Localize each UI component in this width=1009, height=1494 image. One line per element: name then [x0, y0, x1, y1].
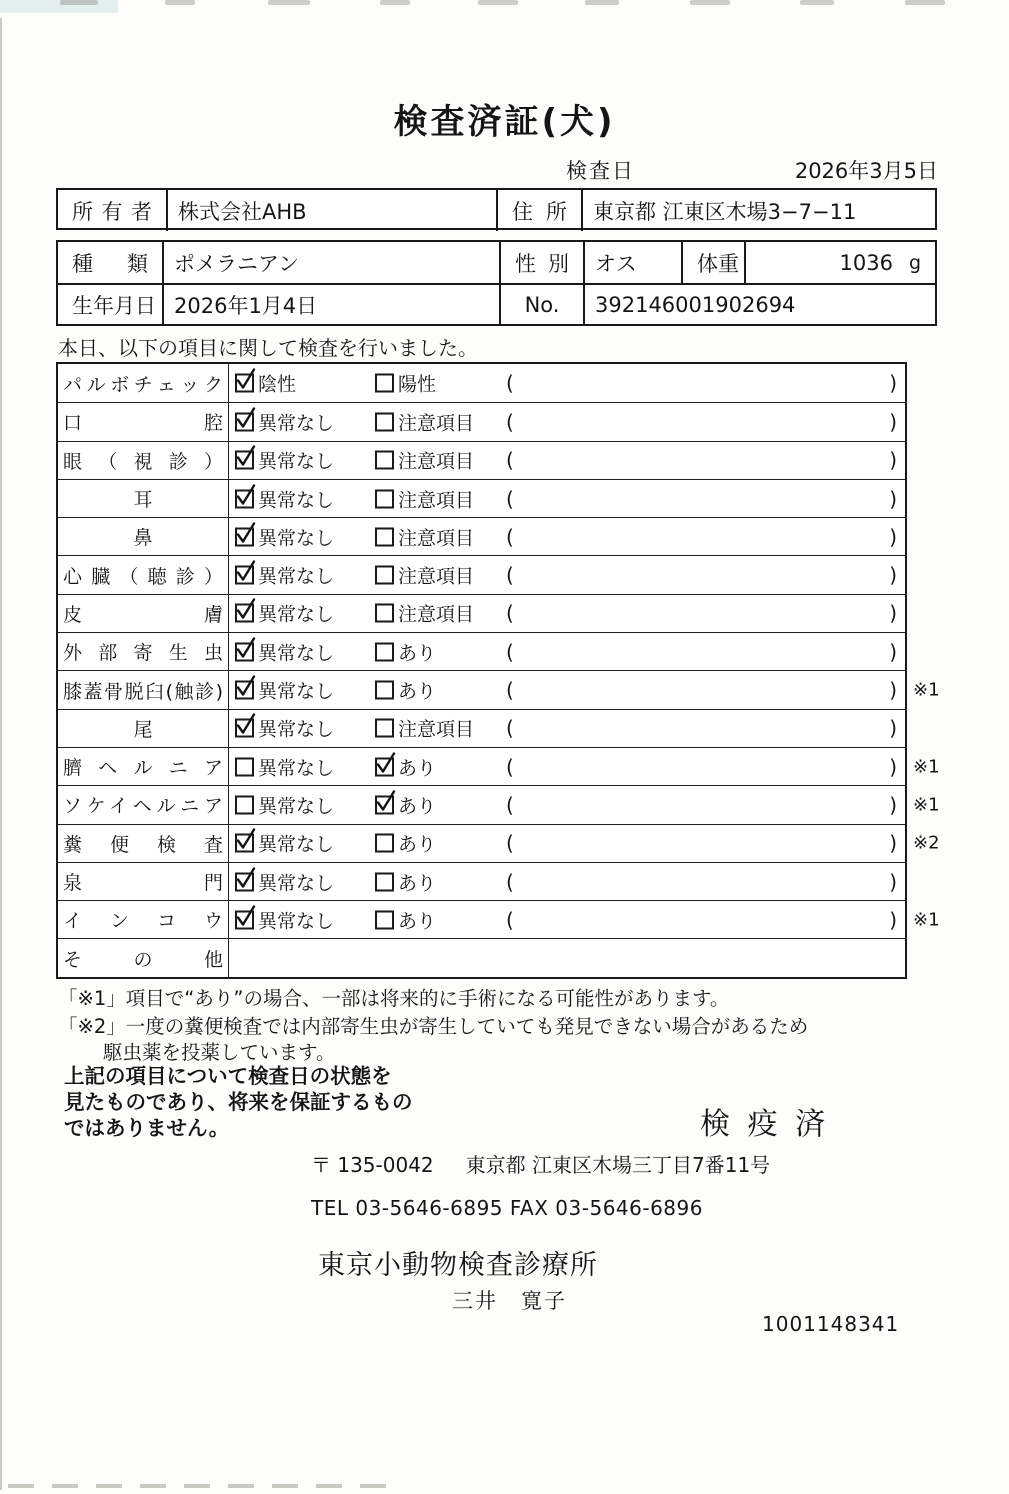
paren-open: ( [506, 524, 514, 549]
scan-artifact-top-dash [690, 0, 730, 5]
weight-value: 1036 [839, 250, 893, 275]
exam-item-label-cell [58, 633, 229, 670]
kind-label: 種類 [72, 251, 148, 276]
clinic-address: 東京都 江東区木場三丁目7番11号 [465, 1153, 771, 1177]
exam-item-label-cell [58, 442, 229, 479]
exam-option [235, 868, 334, 895]
no-value-cell [583, 285, 935, 324]
scan-artifact-corner [0, 0, 118, 13]
exam-row [58, 479, 905, 517]
checkbox-checked-icon [235, 834, 254, 853]
checkbox-unchecked-icon [375, 681, 394, 700]
exam-row-content [229, 633, 905, 670]
option-label: あり [398, 833, 437, 856]
paren-open: ( [506, 409, 514, 434]
checkbox-unchecked-icon [375, 719, 394, 738]
exam-option [375, 677, 436, 704]
option-label: 異常なし [258, 910, 335, 933]
exam-item-label-cell [58, 556, 229, 593]
checkbox-unchecked-icon [375, 910, 394, 929]
postal-code: 〒 135-0042 [311, 1153, 434, 1177]
option-label: 注意項目 [398, 718, 475, 741]
scan-artifact-top-dash [585, 0, 619, 5]
option-label: 注意項目 [398, 489, 475, 512]
option-label: 異常なし [258, 757, 335, 780]
option-label: 注意項目 [398, 412, 475, 435]
scan-artifact-top-dash [800, 0, 834, 5]
exam-row-content [229, 595, 905, 632]
scan-artifact-top-dash [380, 0, 410, 5]
option-label: 異常なし [258, 872, 335, 894]
exam-item-label: 口腔 [63, 412, 223, 435]
checkbox-checked-icon [235, 489, 254, 508]
exam-item-label-cell [58, 480, 229, 517]
tel-fax-line: TEL 03-5646-6895 FAX 03-5646-6896 [311, 1196, 703, 1220]
paren-close: ) [889, 754, 897, 779]
exam-option [235, 638, 334, 665]
exam-option [375, 523, 474, 550]
exam-item-label-cell [58, 748, 229, 785]
option-label: 異常なし [258, 833, 335, 856]
option-label: あり [398, 795, 437, 818]
paren-close: ) [889, 409, 897, 434]
checkbox-unchecked-icon [235, 795, 254, 814]
paren-open: ( [506, 486, 514, 511]
kind-label-cell [58, 242, 162, 283]
checkbox-unchecked-icon [375, 834, 394, 853]
option-label: 異常なし [258, 450, 335, 473]
scan-artifact-top-dash [905, 0, 945, 5]
option-label: 注意項目 [398, 527, 475, 550]
exam-item-label: その他 [63, 948, 223, 971]
exam-item-label: 膝蓋骨脱臼(触診) [63, 680, 223, 703]
checkbox-checked-icon [235, 604, 254, 623]
exam-row-content [229, 901, 905, 938]
checkbox-checked-icon [235, 719, 254, 738]
checkbox-unchecked-icon [375, 489, 394, 508]
exam-item-label-cell [58, 595, 229, 632]
exam-item-label-cell [58, 825, 229, 862]
sex-value-cell [583, 242, 681, 283]
paren-close: ) [889, 601, 897, 626]
option-label: 注意項目 [398, 450, 475, 473]
weight-label: 体重 [697, 251, 739, 276]
paren-open: ( [506, 716, 514, 741]
checkbox-checked-icon [235, 910, 254, 929]
paren-close: ) [889, 831, 897, 856]
weight-label-cell [681, 242, 744, 283]
scan-artifact-top-dash [60, 0, 98, 5]
exam-item-label-cell [58, 710, 229, 747]
paren-close: ) [889, 448, 897, 473]
checkbox-unchecked-icon [375, 604, 394, 623]
address-label: 住所 [512, 199, 567, 224]
no-label-cell [499, 285, 583, 324]
paren-open: ( [506, 371, 514, 396]
exam-row-content [229, 403, 905, 440]
option-label: 異常なし [258, 565, 335, 588]
exam-row [58, 555, 905, 593]
exam-row [58, 670, 940, 708]
exam-option [235, 791, 334, 818]
checkbox-checked-icon [235, 566, 254, 585]
exam-option [375, 485, 474, 512]
exam-option [375, 868, 436, 895]
exam-option [235, 485, 334, 512]
option-label: 陽性 [398, 373, 437, 396]
exam-row [58, 709, 905, 747]
exam-option [235, 830, 334, 857]
page-title: 検査済証(犬) [393, 102, 616, 142]
checkbox-unchecked-icon [375, 374, 394, 393]
exam-item-label: 心臓（聴診） [63, 565, 223, 588]
weight-unit: g [908, 251, 921, 274]
intro-text: 本日、以下の項目に関して検査を行いました。 [58, 336, 478, 360]
disclaimer-statement [64, 1063, 413, 1141]
paren-close: ) [889, 792, 897, 817]
option-label: 異常なし [258, 795, 335, 818]
checkbox-unchecked-icon [375, 872, 394, 891]
no-label: No. [524, 292, 560, 317]
exam-item-label: 糞便検査 [63, 833, 223, 856]
exam-option [235, 677, 334, 704]
sex-label: 性別 [515, 251, 569, 276]
owner-value-cell [166, 190, 496, 231]
exam-item-label: 鼻 [133, 527, 153, 550]
exam-option [375, 370, 436, 397]
checkbox-unchecked-icon [375, 566, 394, 585]
exam-option [375, 715, 474, 742]
checkbox-unchecked-icon [375, 451, 394, 470]
option-label: あり [398, 872, 437, 894]
exam-item-label: インコウ [63, 910, 223, 933]
option-label: あり [398, 757, 437, 780]
exam-option [235, 715, 334, 742]
paren-close: ) [889, 639, 897, 664]
inspection-date-value: 2026年3月5日 [794, 159, 938, 183]
exam-option [375, 562, 474, 589]
paren-open: ( [506, 792, 514, 817]
exam-row [58, 517, 905, 555]
footnote-2: 「※2」一度の糞便検査では内部寄生虫が寄生していても発見できない場合があるため [58, 1015, 809, 1038]
option-label: 異常なし [258, 718, 335, 741]
exam-row-content [229, 518, 905, 555]
exam-row-content [229, 480, 905, 517]
sex-value: オス [595, 251, 637, 276]
exam-row-content [229, 556, 905, 593]
exam-item-label-cell [58, 786, 229, 823]
exam-option [375, 447, 474, 474]
disclaimer-line: ではありません。 [64, 1116, 230, 1140]
exam-row-content [229, 671, 905, 708]
examiner-name: 三井 寛子 [452, 1289, 567, 1313]
option-label: 異常なし [258, 680, 335, 703]
exam-row-content [229, 364, 905, 402]
exam-option [235, 753, 334, 780]
exam-option [235, 408, 334, 435]
option-label: 注意項目 [398, 603, 475, 626]
paren-close: ) [889, 716, 897, 741]
paren-open: ( [506, 831, 514, 856]
exam-item-label: ソケイヘルニア [63, 795, 223, 818]
exam-row-content [229, 710, 905, 747]
exam-row [58, 364, 905, 402]
exam-item-label: パルボチェック [63, 373, 223, 396]
exam-item-label-cell [58, 403, 229, 440]
exam-row-content [229, 442, 905, 479]
birth-value-cell [162, 285, 499, 324]
birth-label: 生年月日 [72, 293, 156, 318]
weight-value-cell [744, 242, 935, 283]
paren-open: ( [506, 869, 514, 894]
exam-option [375, 791, 436, 818]
scan-artifact-top-dash [268, 0, 310, 5]
checkbox-checked-icon [375, 795, 394, 814]
disclaimer-line: 見たものであり、将来を保証するもの [64, 1090, 413, 1114]
exam-option [235, 562, 334, 589]
birth-label-cell [58, 285, 162, 324]
animal-table [56, 240, 937, 326]
exam-item-label: 泉門 [63, 872, 223, 894]
scan-artifact-top-dash [478, 0, 518, 5]
option-label: 異常なし [258, 412, 335, 435]
exam-row-content [229, 825, 905, 862]
checkbox-unchecked-icon [235, 757, 254, 776]
exam-item-label: 尾 [133, 718, 153, 741]
inspection-date-label: 検査日 [566, 159, 635, 183]
exam-row [58, 824, 940, 862]
owner-value: 株式会社AHB [178, 199, 307, 224]
option-label: あり [398, 642, 437, 665]
serial-number: 1001148341 [762, 1312, 900, 1336]
option-label: 異常なし [258, 527, 335, 550]
exam-item-label-cell [58, 901, 229, 938]
checkbox-checked-icon [235, 681, 254, 700]
option-label: 異常なし [258, 642, 335, 665]
exam-row [58, 747, 940, 785]
paren-open: ( [506, 601, 514, 626]
paren-open: ( [506, 563, 514, 588]
exam-row [58, 862, 905, 900]
option-label: 異常なし [258, 489, 335, 512]
address-label-cell [496, 190, 581, 231]
exam-row [58, 632, 905, 670]
footnote-ref: ※1 [913, 794, 940, 816]
checkbox-checked-icon [235, 642, 254, 661]
footnote-ref: ※1 [913, 756, 940, 778]
scan-artifact-bottom-dash [8, 1484, 400, 1488]
exam-item-label: 耳 [133, 489, 153, 512]
checkbox-checked-icon [235, 412, 254, 431]
exam-item-label-cell [58, 671, 229, 708]
option-label: あり [398, 910, 437, 933]
exam-row [58, 900, 940, 938]
exam-row-content [229, 939, 905, 976]
clinic-address-line [311, 1149, 770, 1178]
paren-close: ) [889, 563, 897, 588]
exam-option [235, 523, 334, 550]
kind-value-cell [162, 242, 499, 283]
option-label: あり [398, 680, 437, 703]
paren-open: ( [506, 639, 514, 664]
checkbox-unchecked-icon [375, 642, 394, 661]
footnote-ref: ※1 [913, 909, 940, 931]
sex-label-cell [499, 242, 583, 283]
exam-table-rows [56, 362, 940, 979]
option-label: 陰性 [258, 373, 297, 396]
exam-option [235, 906, 334, 933]
exam-option [375, 906, 436, 933]
exam-row-content [229, 863, 905, 900]
quarantine-stamp: 検 疫 済 [700, 1107, 830, 1142]
exam-item-label-cell [58, 364, 229, 402]
exam-row [58, 402, 905, 440]
exam-option [375, 753, 436, 780]
exam-item-label-cell [58, 939, 229, 976]
paren-open: ( [506, 448, 514, 473]
exam-option [235, 600, 334, 627]
paren-close: ) [889, 869, 897, 894]
exam-row [58, 441, 905, 479]
exam-row [58, 594, 905, 632]
paren-open: ( [506, 678, 514, 703]
checkbox-checked-icon [235, 872, 254, 891]
footnote-2-cont: 駆虫薬を投薬しています。 [103, 1041, 336, 1064]
paren-open: ( [506, 907, 514, 932]
footnote-1: 「※1」項目で“あり”の場合、一部は将来的に手術になる可能性があります。 [58, 987, 730, 1010]
option-label: 注意項目 [398, 565, 475, 588]
checkbox-checked-icon [375, 757, 394, 776]
checkbox-checked-icon [235, 527, 254, 546]
paren-close: ) [889, 524, 897, 549]
exam-option [235, 447, 334, 474]
paren-close: ) [889, 371, 897, 396]
paren-close: ) [889, 678, 897, 703]
exam-option [375, 638, 436, 665]
address-value-cell [581, 190, 935, 231]
owner-label: 所有者 [72, 199, 152, 224]
owner-table [56, 188, 937, 230]
exam-item-label: 皮膚 [63, 603, 223, 626]
kind-value: ポメラニアン [174, 251, 300, 276]
exam-option [375, 600, 474, 627]
exam-item-label: 外部寄生虫 [63, 642, 223, 665]
exam-item-label: 眼（視診） [63, 450, 223, 473]
exam-option [375, 830, 436, 857]
exam-row-content [229, 748, 905, 785]
paren-open: ( [506, 754, 514, 779]
checkbox-checked-icon [235, 451, 254, 470]
exam-item-label-cell [58, 518, 229, 555]
checkbox-unchecked-icon [375, 412, 394, 431]
no-value: 392146001902694 [595, 292, 796, 317]
disclaimer-line: 上記の項目について検査日の状態を [64, 1064, 392, 1088]
exam-item-label: 臍ヘルニア [63, 757, 223, 780]
footnote-ref: ※1 [913, 679, 940, 701]
birth-value: 2026年1月4日 [174, 293, 318, 318]
scan-artifact-top-dash [165, 0, 195, 5]
owner-label-cell [58, 190, 166, 231]
checkbox-unchecked-icon [375, 527, 394, 546]
address-value: 東京都 江東区木場3−7−11 [593, 199, 857, 224]
footnote-ref: ※2 [913, 832, 940, 854]
checkbox-checked-icon [235, 374, 254, 393]
exam-row-content [229, 786, 905, 823]
option-label: 異常なし [258, 603, 335, 626]
exam-row [58, 938, 905, 976]
exam-option [235, 370, 296, 397]
scan-artifact-left-edge [0, 18, 2, 1490]
clinic-name: 東京小動物検査診療所 [318, 1250, 598, 1281]
exam-option [375, 408, 474, 435]
paren-close: ) [889, 486, 897, 511]
exam-item-label-cell [58, 863, 229, 900]
paren-close: ) [889, 907, 897, 932]
exam-row [58, 785, 940, 823]
